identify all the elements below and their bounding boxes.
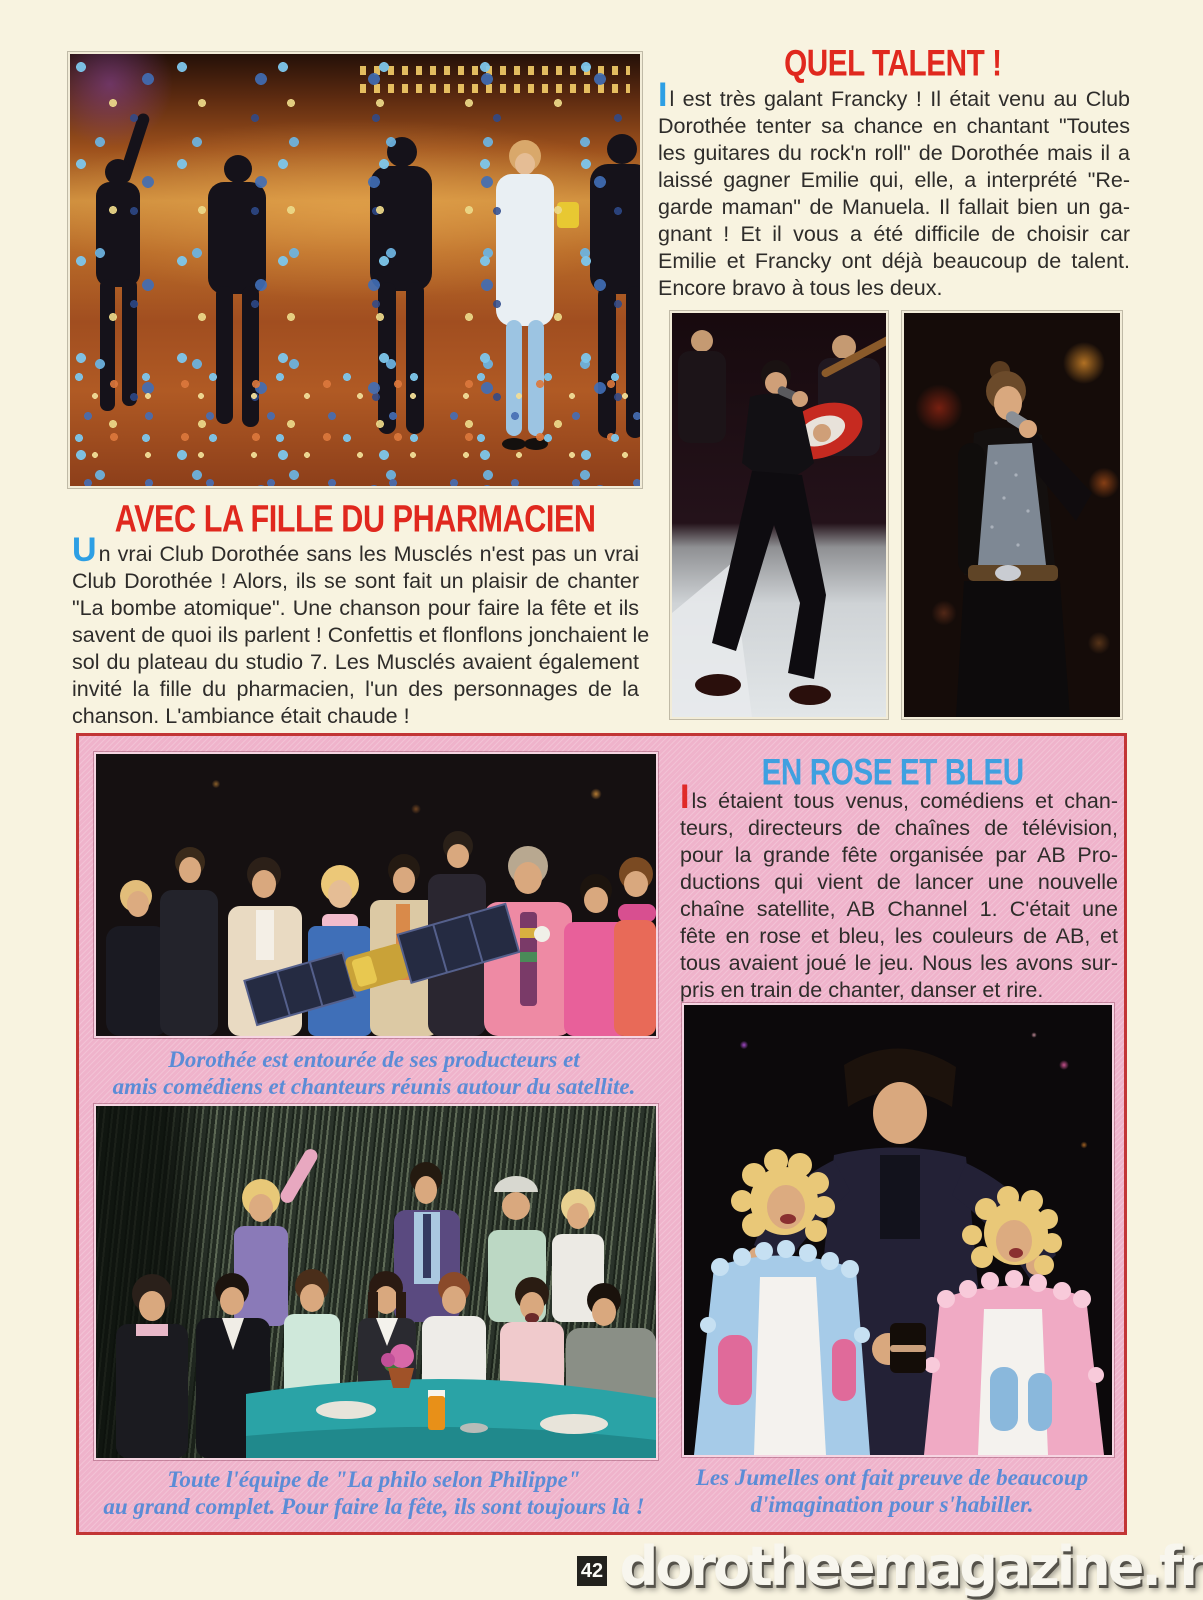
- page-number-badge: 42: [577, 1556, 607, 1586]
- francky-figure-illustration: [672, 313, 886, 717]
- article-fille-lines: Club Dorothée ! Alors, ils se sont fait un plaisir de chanter "La bombe atomique". Une chanson pour faire la fête et ils savent de quoi ils parlent ! Confettis et flonflons jonchaient le sol du plateau du studio 7. Les Musclés avaient également invité la fille du pharmacien, l'un des personnages de la chanson. L'ambiance était chaude !: [72, 569, 650, 728]
- photo-emilie-singing: [902, 311, 1122, 719]
- dropcap-i-blue: I: [658, 76, 668, 114]
- headline-en-rose-et-bleu: EN ROSE ET BLEU: [761, 750, 1025, 793]
- jumelles-illustration: [684, 1005, 1112, 1455]
- caption-philo: Toute l'équipe de "La philo selon Philippe" au grand complet. Pour faire la fête, ils sont toujours là !: [103, 1467, 645, 1519]
- site-watermark: dorotheemagazine.fr: [619, 1535, 1203, 1598]
- photo-francky-singing: [670, 311, 888, 719]
- article-en-rose-lines: teurs, directeurs de chaînes de télévision, pour la grande fête organisée par AB Pro- ductions qui vient de lancer une nouvelle chaîne satellite, AB Channel 1. C'était une fête en rose et bleu, les couleurs de AB, et tous avaient joué le jeu. Nous les avons sur- pris en train de chanter, danser et rire.: [680, 816, 1118, 1002]
- dropcap-u: U: [72, 531, 97, 569]
- photo-satellite-group: [94, 752, 658, 1038]
- satellite-group-illustration: [96, 754, 656, 1036]
- headline-fille-du-pharmacien: AVEC LA FILLE DU PHARMACIEN: [114, 497, 596, 541]
- article-quel-talent-lines: Dorothée tenter sa chance en chantant "Toutes les guitares du rock'n roll" de Dorothée mais il a laissé gagner Emilie qui, elle, a interprété "Re- garde maman" de Manuela. Il fallait bien un ga- gnant ! Et il vous a été difficile de choisir car Emilie et Francky ont déjà beaucoup de talent. Encore bravo à tous les deux.: [658, 114, 1130, 300]
- caption-satellite: Dorothée est entourée de ses producteurs et amis comédiens et chanteurs réunis autour du satellite.: [112, 1047, 636, 1099]
- photo-stage-confetti: [68, 52, 642, 488]
- caption-jumelles: Les Jumelles ont fait preuve de beaucoup d'imagination pour s'habiller.: [695, 1465, 1089, 1517]
- article-en-rose-et-bleu: Ils étaient tous venus, comédiens et chan- teurs, directeurs de chaînes de télévision, pour la grande fête organisée par AB Pro- ductions qui vient de lancer une nouvelle chaîne satellite, AB Channel 1. C'était une fête en rose et bleu, les couleurs de AB, et tous avaient joué le jeu. Nous les avons sur- pris en train de chanter, danser et rire.: [680, 778, 1118, 1002]
- photo-philo-team: [94, 1104, 658, 1460]
- article-quel-talent: Il est très galant Francky ! Il était venu au Club Dorothée tenter sa chance en chantant "Toutes les guitares du rock'n roll" de Dorothée mais il a laissé gagner Emilie qui, elle, a interprété "Re- garde maman" de Manuela. Il fallait bien un ga- gnant ! Et il vous a été difficile de choisir car Emilie et Francky ont déjà beaucoup de talent. Encore bravo à tous les deux.: [658, 76, 1130, 300]
- headline-quel-talent: QUEL TALENT !: [784, 41, 1002, 84]
- emilie-figure-illustration: [904, 313, 1120, 717]
- dropcap-i-red: I: [680, 778, 690, 816]
- confetti-floor-overlay: [70, 366, 640, 486]
- article-fille-du-pharmacien: Un vrai Club Dorothée sans les Musclés n'est pas un vrai Club Dorothée ! Alors, ils se sont fait un plaisir de chanter "La bombe atomique". Une chanson pour faire la fête et ils savent de quoi ils parlent ! Confettis et flonflons jonchaient le sol du plateau du studio 7. Les Musclés avaient également invité la fille du pharmacien, l'un des personnages de la chanson. L'ambiance était chaude !: [72, 531, 650, 728]
- photo-jumelles: [682, 1003, 1114, 1457]
- philo-team-illustration: [96, 1106, 656, 1458]
